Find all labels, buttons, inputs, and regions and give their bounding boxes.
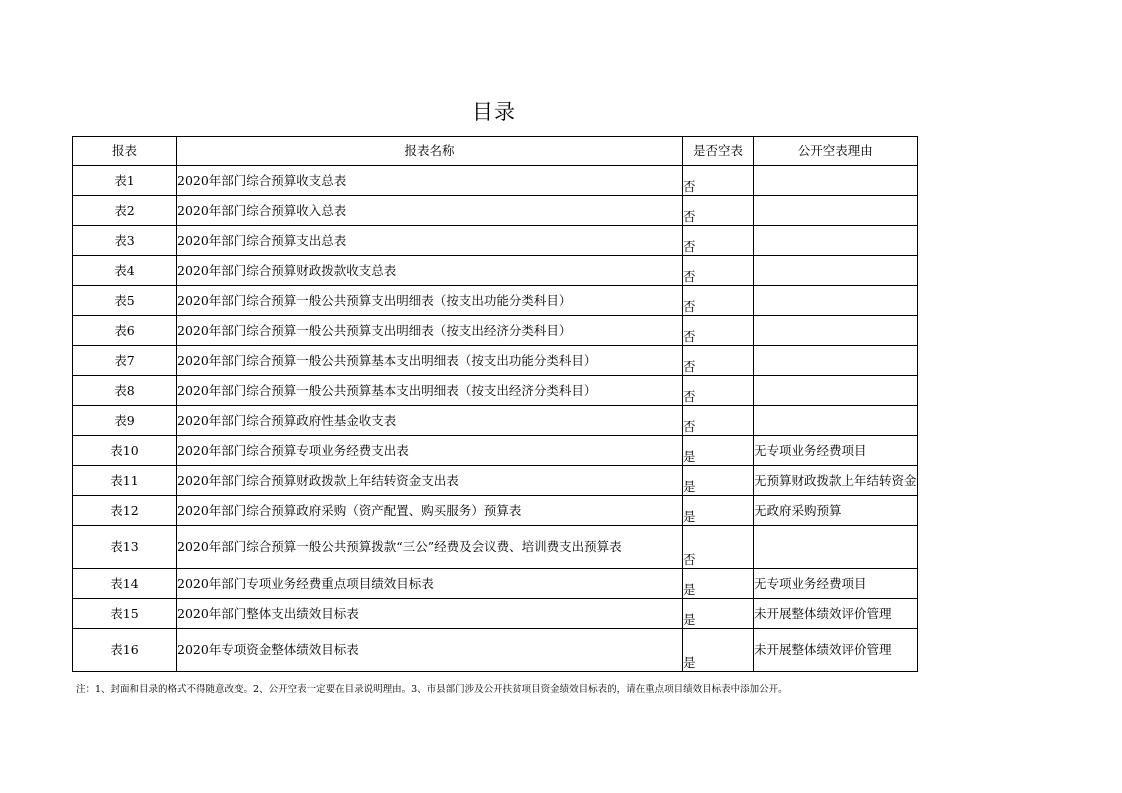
table-row — [73, 346, 918, 376]
table-row — [73, 496, 918, 526]
table-reason-cell — [754, 256, 918, 286]
table-empty-flag-cell: 是 — [683, 629, 754, 672]
header-no: 报表 — [73, 137, 177, 166]
header-reason: 公开空表理由 — [754, 137, 918, 166]
table-name-cell: 2020年部门综合预算支出总表 — [177, 226, 683, 256]
table-empty-flag-cell: 否 — [683, 256, 754, 286]
table-reason-cell — [754, 376, 918, 406]
table-no-cell: 表7 — [73, 346, 177, 376]
table-empty-flag-cell: 否 — [683, 376, 754, 406]
table-no-cell: 表3 — [73, 226, 177, 256]
table-no-cell: 表11 — [73, 466, 177, 496]
toc-table — [72, 136, 918, 672]
table-empty-flag-cell: 否 — [683, 226, 754, 256]
header-name: 报表名称 — [177, 137, 683, 166]
table-row — [73, 376, 918, 406]
table-row — [73, 569, 918, 599]
table-name-cell: 2020年部门整体支出绩效目标表 — [177, 599, 683, 629]
table-name-cell: 2020年部门专项业务经费重点项目绩效目标表 — [177, 569, 683, 599]
table-empty-flag-cell: 否 — [683, 406, 754, 436]
table-name-cell: 2020年部门综合预算政府性基金收支表 — [177, 406, 683, 436]
table-reason-cell — [754, 286, 918, 316]
table-no-cell: 表15 — [73, 599, 177, 629]
table-name-cell: 2020年部门综合预算一般公共预算基本支出明细表（按支出经济分类科目） — [177, 376, 683, 406]
table-reason-cell — [754, 166, 918, 196]
table-row — [73, 599, 918, 629]
table-name-cell: 2020年专项资金整体绩效目标表 — [177, 629, 683, 672]
table-row — [73, 286, 918, 316]
table-reason-cell — [754, 526, 918, 569]
table-empty-flag-cell: 是 — [683, 466, 754, 496]
table-empty-flag-cell: 否 — [683, 166, 754, 196]
table-empty-flag-cell: 是 — [683, 599, 754, 629]
table-reason-cell: 无政府采购预算 — [754, 496, 918, 526]
table-row — [73, 466, 918, 496]
table-reason-cell: 无专项业务经费项目 — [754, 569, 918, 599]
table-empty-flag-cell: 是 — [683, 496, 754, 526]
table-name-cell: 2020年部门综合预算收支总表 — [177, 166, 683, 196]
table-reason-cell — [754, 196, 918, 226]
table-empty-flag-cell: 否 — [683, 316, 754, 346]
table-header-row — [73, 137, 918, 166]
table-row — [73, 166, 918, 196]
table-empty-flag-cell: 是 — [683, 569, 754, 599]
table-empty-flag-cell: 否 — [683, 526, 754, 569]
table-reason-cell — [754, 346, 918, 376]
table-row — [73, 196, 918, 226]
table-no-cell: 表6 — [73, 316, 177, 346]
table-name-cell: 2020年部门综合预算一般公共预算拨款“三公”经费及会议费、培训费支出预算表 — [177, 526, 683, 569]
table-row — [73, 316, 918, 346]
table-reason-cell — [754, 316, 918, 346]
table-reason-cell — [754, 406, 918, 436]
table-empty-flag-cell: 否 — [683, 196, 754, 226]
table-row — [73, 406, 918, 436]
table-no-cell: 表4 — [73, 256, 177, 286]
header-empty: 是否空表 — [683, 137, 754, 166]
table-no-cell: 表2 — [73, 196, 177, 226]
table-empty-flag-cell: 否 — [683, 346, 754, 376]
table-reason-cell: 未开展整体绩效评价管理 — [754, 599, 918, 629]
table-name-cell: 2020年部门综合预算财政拨款收支总表 — [177, 256, 683, 286]
table-empty-flag-cell: 是 — [683, 436, 754, 466]
table-no-cell: 表13 — [73, 526, 177, 569]
table-reason-cell: 无专项业务经费项目 — [754, 436, 918, 466]
table-empty-flag-cell: 否 — [683, 286, 754, 316]
table-row — [73, 256, 918, 286]
table-no-cell: 表12 — [73, 496, 177, 526]
page-title: 目录 — [472, 100, 516, 124]
table-reason-cell — [754, 226, 918, 256]
table-no-cell: 表10 — [73, 436, 177, 466]
table-reason-cell: 未开展整体绩效评价管理 — [754, 629, 918, 672]
table-no-cell: 表8 — [73, 376, 177, 406]
table-no-cell: 表5 — [73, 286, 177, 316]
table-name-cell: 2020年部门综合预算财政拨款上年结转资金支出表 — [177, 466, 683, 496]
table-no-cell: 表9 — [73, 406, 177, 436]
table-row — [73, 436, 918, 466]
table-name-cell: 2020年部门综合预算收入总表 — [177, 196, 683, 226]
table-reason-cell: 无预算财政拨款上年结转资金 — [754, 466, 918, 496]
table-name-cell: 2020年部门综合预算一般公共预算支出明细表（按支出功能分类科目） — [177, 286, 683, 316]
table-no-cell: 表1 — [73, 166, 177, 196]
table-row — [73, 526, 918, 569]
table-name-cell: 2020年部门综合预算政府采购（资产配置、购买服务）预算表 — [177, 496, 683, 526]
table-row — [73, 629, 918, 672]
table-name-cell: 2020年部门综合预算一般公共预算基本支出明细表（按支出功能分类科目） — [177, 346, 683, 376]
footnote: 注：1、封面和目录的格式不得随意改变。2、公开空表一定要在目录说明理由。3、市县部门涉及公开扶贫项目资金绩效目标表的，请在重点项目绩效目标表中添加公开。 — [76, 684, 788, 695]
table-row — [73, 226, 918, 256]
table-name-cell: 2020年部门综合预算专项业务经费支出表 — [177, 436, 683, 466]
table-no-cell: 表16 — [73, 629, 177, 672]
table-name-cell: 2020年部门综合预算一般公共预算支出明细表（按支出经济分类科目） — [177, 316, 683, 346]
table-no-cell: 表14 — [73, 569, 177, 599]
